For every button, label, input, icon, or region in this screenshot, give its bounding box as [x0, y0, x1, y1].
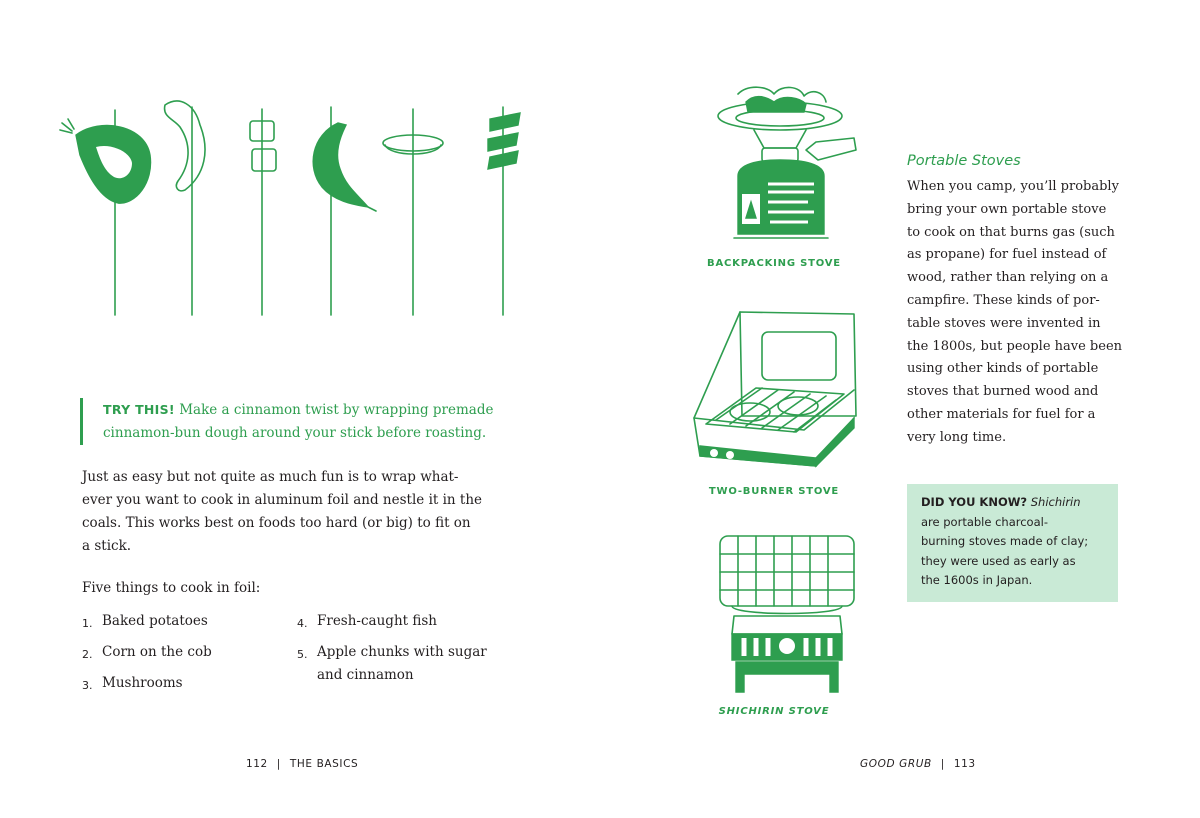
- paragraph-line: campfire. These kinds of por-: [907, 292, 1100, 308]
- backpacking-stove-illustration: [708, 76, 868, 251]
- list-item-text: Fresh-caught fish: [317, 613, 437, 629]
- paragraph-line: bring your own portable stove: [907, 201, 1107, 217]
- list-item: [297, 610, 487, 635]
- list-item-text: Baked potatoes: [102, 613, 208, 629]
- list-item-text-line: and cinnamon: [317, 667, 414, 683]
- caption-shichirin-stove: SHICHIRIN STOVE: [718, 706, 830, 717]
- folio-divider: |: [276, 758, 281, 770]
- page-number: 112: [246, 758, 268, 770]
- paragraph-line: wood, rather than relying on a: [907, 270, 1109, 286]
- foil-paragraph-line: Just as easy but not quite as much fun is to wrap what-: [82, 469, 459, 485]
- section-title: GOOD GRUB: [860, 758, 932, 770]
- paragraph-line: table stoves were invented in: [907, 315, 1101, 331]
- list-item: [297, 641, 487, 687]
- did-you-know-term: Shichirin: [1030, 495, 1081, 509]
- list-item-number: 4.: [297, 617, 308, 630]
- list-item-text: [317, 641, 487, 687]
- foil-list-column-1: [82, 610, 212, 697]
- page-number: 113: [953, 758, 976, 770]
- did-you-know-line: they were used as early as: [921, 553, 1076, 568]
- paragraph-line: other materials for fuel for a: [907, 406, 1096, 422]
- shichirin-stove-illustration: [712, 530, 862, 698]
- list-item-number: 1.: [82, 617, 93, 630]
- did-you-know-label: DID YOU KNOW?: [921, 495, 1028, 509]
- skewer-cinnamon-twist: [488, 107, 520, 315]
- skewer-sausage-loop: [60, 110, 151, 315]
- caption-backpacking-stove: BACKPACKING STOVE: [707, 258, 841, 269]
- caption-two-burner-stove: TWO-BURNER STOVE: [708, 486, 840, 497]
- try-this-callout: [80, 398, 533, 445]
- paragraph-line: using other kinds of portable: [907, 361, 1099, 377]
- list-item-number: 2.: [82, 648, 93, 661]
- foil-paragraph-line: coals. This works best on foods too hard (or big) to fit on: [82, 515, 471, 531]
- try-this-label: TRY THIS!: [103, 402, 175, 417]
- paragraph-line: the 1800s, but people have been: [907, 338, 1123, 354]
- list-item: [82, 672, 212, 697]
- list-item-text-line: Apple chunks with sugar: [317, 644, 487, 660]
- paragraph-line: as propane) for fuel instead of: [907, 247, 1107, 263]
- list-item: [82, 641, 212, 666]
- foil-list-column-2: [297, 610, 487, 687]
- skewers-illustration: [40, 95, 540, 320]
- section-title: THE BASICS: [289, 758, 359, 770]
- paragraph-line: very long time.: [907, 429, 1007, 445]
- paragraph-line: to cook on that burns gas (such: [907, 224, 1115, 240]
- foil-list-intro: Five things to cook in foil:: [82, 580, 261, 596]
- did-you-know-line: are portable charcoal-: [921, 514, 1048, 529]
- right-folio: [860, 758, 976, 770]
- skewer-banana: [313, 107, 376, 315]
- paragraph-line: When you camp, you’ll probably: [907, 179, 1119, 194]
- list-item-number: 5.: [297, 648, 308, 661]
- folio-divider: |: [940, 758, 945, 770]
- did-you-know-line: the 1600s in Japan.: [921, 573, 1033, 587]
- list-item-text: Mushrooms: [102, 675, 183, 691]
- two-burner-stove-illustration: [686, 306, 866, 476]
- list-item-number: 3.: [82, 679, 93, 692]
- left-folio: [246, 758, 358, 770]
- portable-stoves-heading: Portable Stoves: [907, 153, 1021, 169]
- skewer-marshmallows: [250, 109, 276, 315]
- paragraph-line: stoves that burned wood and: [907, 384, 1099, 400]
- portable-stoves-paragraph: [907, 176, 1122, 450]
- skewer-hot-dog: [165, 101, 205, 315]
- try-this-text: Make a cinnamon twist by wrapping premade cinnamon-bun dough around your stick before roasting.: [103, 402, 494, 441]
- foil-paragraph-line: ever you want to cook in aluminum foil and nestle it in the: [82, 492, 483, 508]
- list-item: [82, 610, 212, 635]
- skewer-mushroom: [383, 109, 443, 315]
- list-item-text: Corn on the cob: [102, 644, 212, 660]
- did-you-know-line: burning stoves made of clay;: [921, 534, 1089, 548]
- did-you-know-box: [907, 484, 1118, 602]
- foil-paragraph: [82, 466, 502, 558]
- did-you-know-first-line: [921, 493, 1106, 513]
- foil-paragraph-line: a stick.: [82, 538, 132, 554]
